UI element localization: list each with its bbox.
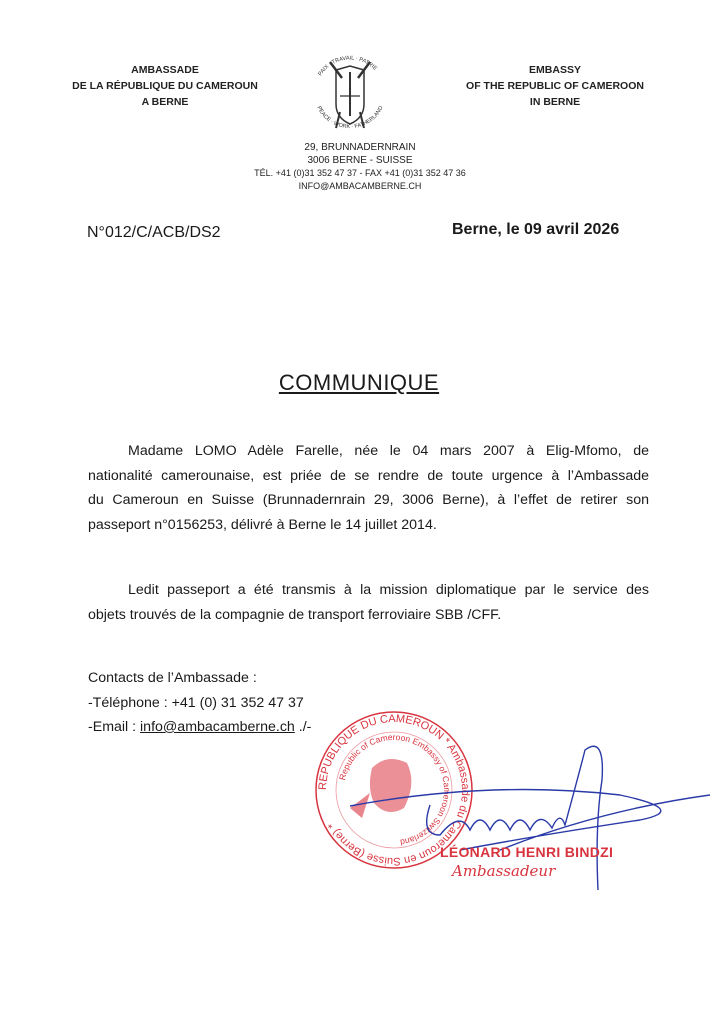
address-email: INFO@AMBACAMBERNE.CH bbox=[298, 181, 422, 191]
paragraph-2 bbox=[88, 578, 649, 627]
header-left-line: DE LA RÉPUBLIQUE DU CAMEROUN bbox=[72, 80, 258, 92]
header-left-line: AMBASSADE bbox=[131, 64, 199, 76]
header-left bbox=[60, 62, 270, 110]
signatory-role: Ambassadeur bbox=[452, 862, 556, 880]
contacts-email-line bbox=[88, 715, 311, 740]
coat-of-arms-emblem bbox=[300, 42, 400, 142]
svg-text:PAIX · TRAVAIL · PATRIE: PAIX · TRAVAIL · PATRIE bbox=[317, 55, 378, 78]
email-link[interactable]: info@ambacamberne.ch bbox=[140, 719, 295, 735]
svg-text:REPUBLIQUE DU CAMEROUN * Ambas: REPUBLIQUE DU CAMEROUN * Ambassade du Cameroun en Suisse (Berne) * bbox=[316, 712, 472, 868]
text-line: objets trouvés de la compagnie de transport ferroviaire SBB /CFF. bbox=[88, 606, 502, 623]
reference-number: N°012/C/ACB/DS2 bbox=[87, 224, 221, 241]
contacts-heading: Contacts de l’Ambassade : bbox=[88, 670, 257, 686]
address-phone-fax: TÉL. +41 (0)31 352 47 37 - FAX +41 (0)31 352 47 36 bbox=[254, 168, 466, 178]
address-street: 29, BRUNNADERNRAIN bbox=[304, 142, 416, 153]
header-left-line: A BERNE bbox=[141, 96, 189, 108]
svg-text:Republic of Cameroon Embassy o: Republic of Cameroon Embassy of Cameroon Switzerland bbox=[337, 731, 453, 848]
address-city: 3006 BERNE - SUISSE bbox=[307, 155, 413, 166]
document-title: COMMUNIQUE bbox=[278, 370, 440, 395]
text-line: nationalité camerounaise, est priée de se rendre de toute urgence à l’Ambassade bbox=[88, 467, 649, 484]
header-right-line: EMBASSY bbox=[529, 64, 581, 76]
contacts-block bbox=[88, 666, 311, 740]
signatory-name: LÉONARD HENRI BINDZI bbox=[440, 844, 614, 860]
text-line: passeport n°0156253, délivré à Berne le 14 juillet 2014. bbox=[88, 516, 437, 533]
paragraph-1 bbox=[88, 439, 649, 537]
header-right-line: IN BERNE bbox=[529, 96, 581, 108]
email-label: -Email : bbox=[88, 719, 141, 735]
text-line: Madame LOMO Adèle Farelle, née le 04 mars 2007 à Elig-Mfomo, de bbox=[128, 443, 649, 459]
header-right bbox=[440, 62, 670, 110]
embassy-address bbox=[200, 141, 520, 193]
svg-text:PEACE · WORK · FATHERLAND: PEACE · WORK · FATHERLAND bbox=[315, 105, 385, 131]
text-line: du Cameroun en Suisse (Brunnadernrain 29, 3006 Berne), à l’effet de retirer son bbox=[88, 492, 649, 508]
header-right-line: OF THE REPUBLIC OF CAMEROON bbox=[466, 80, 644, 92]
text-line: Ledit passeport a été transmis à la mission diplomatique par le service des bbox=[128, 582, 649, 598]
document-date: Berne, le 09 avril 2026 bbox=[452, 221, 620, 238]
contacts-phone: -Téléphone : +41 (0) 31 352 47 37 bbox=[88, 694, 304, 711]
email-suffix: ./- bbox=[294, 719, 312, 735]
